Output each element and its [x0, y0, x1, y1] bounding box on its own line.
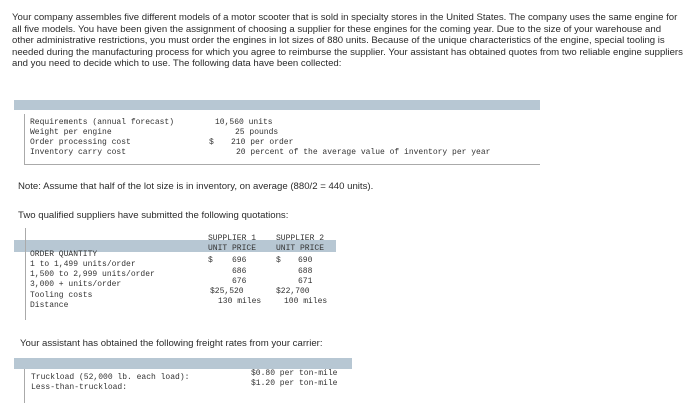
note-text: Note: Assume that half of the lot size is in inventory, on average (880/2 = 440 units). [18, 181, 374, 192]
s2-tooling: $22,700 [276, 287, 310, 296]
s2-dollar: $ [276, 256, 281, 265]
freight-header-bar [14, 358, 352, 369]
supplier2-header: SUPPLIER 2 [276, 234, 325, 243]
supplier1-header: SUPPLIER 1 [208, 234, 257, 243]
row-label-tier2: 1,500 to 2,999 units/order [30, 270, 155, 279]
row-label-order-qty: ORDER QUANTITY [30, 250, 98, 259]
s1-price-tier3: 676 [232, 277, 247, 286]
req-label-order-cost: Order processing cost [30, 138, 131, 147]
s2-price-tier3: 671 [298, 277, 313, 286]
req-value-order-cost: 210 per order [231, 138, 294, 147]
row-label-tier3: 3,000 + units/order [30, 280, 122, 289]
freight-label-ltl: Less-than-truckload: [31, 383, 128, 392]
s1-price-tier2: 686 [232, 267, 247, 276]
suppliers-table [25, 228, 342, 320]
req-value-carry-cost: 20 percent of the average value of inventory per year [236, 148, 491, 157]
s1-dollar: $ [208, 256, 213, 265]
freight-label-truckload: Truckload (52,000 lb. each load): [31, 373, 190, 382]
s1-distance: 130 miles [218, 297, 262, 306]
freight-value-ltl: $1.20 per ton-mile [251, 379, 338, 388]
s2-distance: 100 miles [284, 297, 328, 306]
row-label-tooling: Tooling costs [30, 291, 93, 300]
req-dollar-sign: $ [209, 138, 214, 147]
row-label-tier1: 1 to 1,499 units/order [30, 260, 136, 269]
row-label-distance: Distance [30, 301, 69, 310]
requirements-table [24, 114, 540, 165]
freight-table [24, 369, 351, 403]
supplier2-subheader: UNIT PRICE [276, 244, 325, 253]
problem-intro: Your company assembles five different models of a motor scooter that is sold in specialty stores in the United States. The company uses the same engine for all five models. You have been given the assignment of choosing a supplier for these engines for the coming year. Due to the size of your warehouse and other administrative restrictions, you must order the engines in lot sizes of 880 units. Because of the unique characteristics of the engine, special tooling is needed during the manufacturing process for which you agree to reimburse the supplier. Your assistant has obtained quotes from two reliable engine suppliers and you need to decide which to use. The following data have been collected: [12, 12, 683, 70]
s1-tooling: $25,520 [210, 287, 244, 296]
supplier1-subheader: UNIT PRICE [208, 244, 257, 253]
freight-intro: Your assistant has obtained the following freight rates from your carrier: [20, 338, 323, 349]
suppliers-intro: Two qualified suppliers have submitted the following quotations: [18, 210, 289, 221]
req-value-forecast: 10,560 units [215, 118, 273, 127]
req-value-weight: 25 pounds [235, 128, 279, 137]
s2-price-tier1: 690 [298, 256, 313, 265]
table-header-bar [14, 100, 540, 110]
req-label-weight: Weight per engine [30, 128, 112, 137]
req-label-forecast: Requirements (annual forecast) [30, 118, 175, 127]
s2-price-tier2: 688 [298, 267, 313, 276]
req-label-carry-cost: Inventory carry cost [30, 148, 127, 157]
s1-price-tier1: 696 [232, 256, 247, 265]
freight-value-truckload: $0.80 per ton-mile [251, 369, 338, 378]
